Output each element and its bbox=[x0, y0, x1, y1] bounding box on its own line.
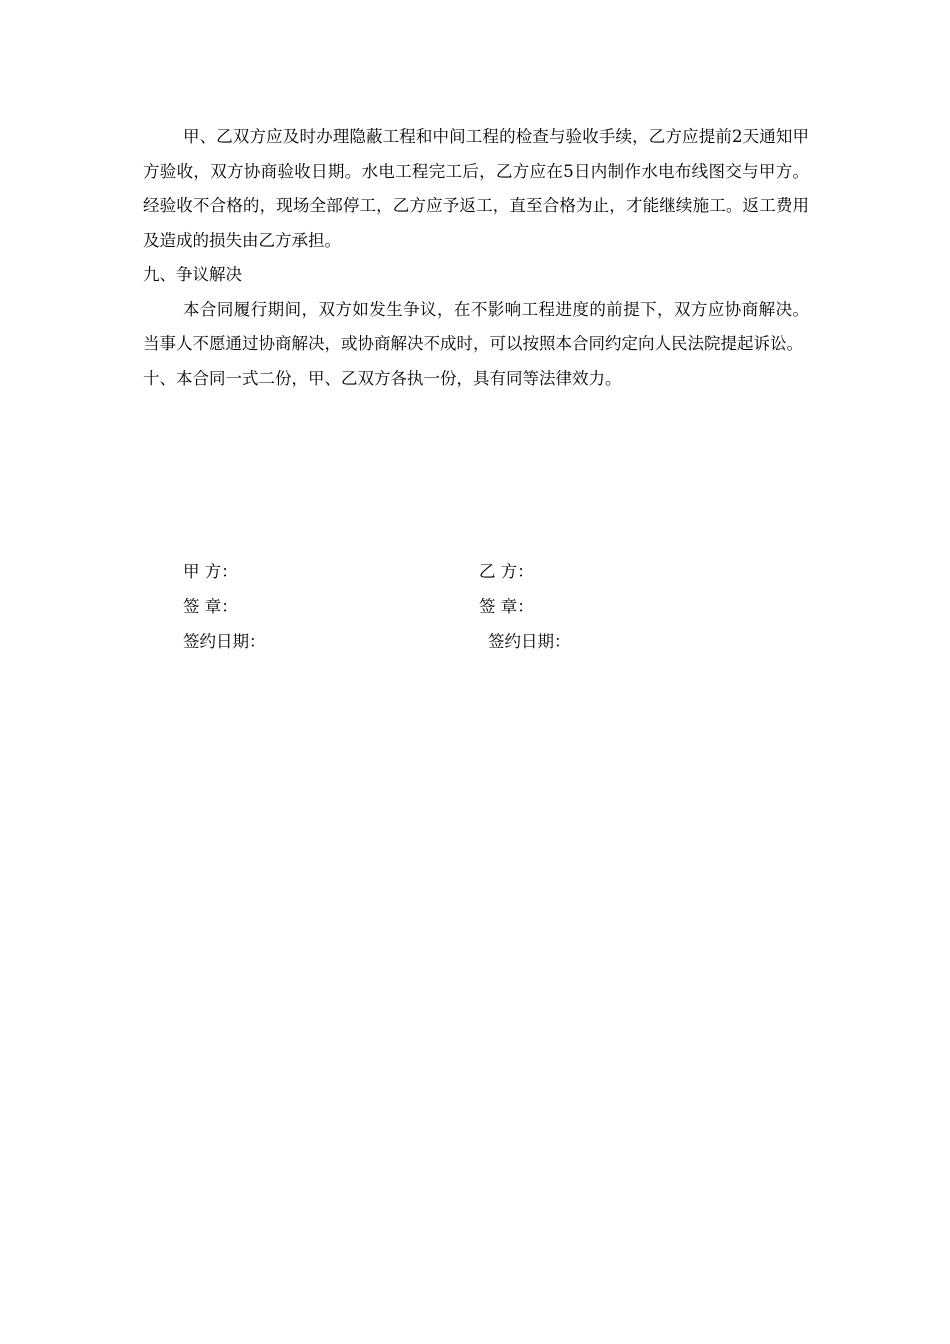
party-b-date-label: 签约日期： bbox=[488, 632, 571, 651]
section-heading-dispute: 九、争议解决 bbox=[143, 265, 242, 284]
dispute-paragraph: 本合同履行期间，双方如发生争议，在不影响工程进度的前提下，双方应协商解决。当事人不愿通过协商解决，或协商解决不成时，可以按照本合同约定向人民法院提起诉讼。 bbox=[143, 299, 809, 353]
section-copies-clause: 十、本合同一式二份，甲、乙双方各执一份，具有同等法律效力。 bbox=[143, 368, 622, 388]
acceptance-paragraph: 甲、乙双方应及时办理隐蔽工程和中间工程的检查与验收手续，乙方应提前2天通知甲方验收，双方协商验收日期。水电工程完工后，乙方应在5日内制作水电布线图交与甲方。经验收不合格的，现场全部停工，乙方应予返工，直至合格为止，才能继续施工。返工费用及造成的损失由乙方承担。 bbox=[143, 127, 809, 250]
party-a-date-label: 签约日期： bbox=[183, 632, 266, 651]
party-b-label: 乙 方： bbox=[479, 562, 534, 581]
party-a-label: 甲 方： bbox=[183, 562, 238, 581]
party-b-seal-label: 签 章： bbox=[479, 597, 534, 616]
contract-body bbox=[143, 120, 809, 396]
party-a-seal-label: 签 章： bbox=[183, 597, 238, 616]
